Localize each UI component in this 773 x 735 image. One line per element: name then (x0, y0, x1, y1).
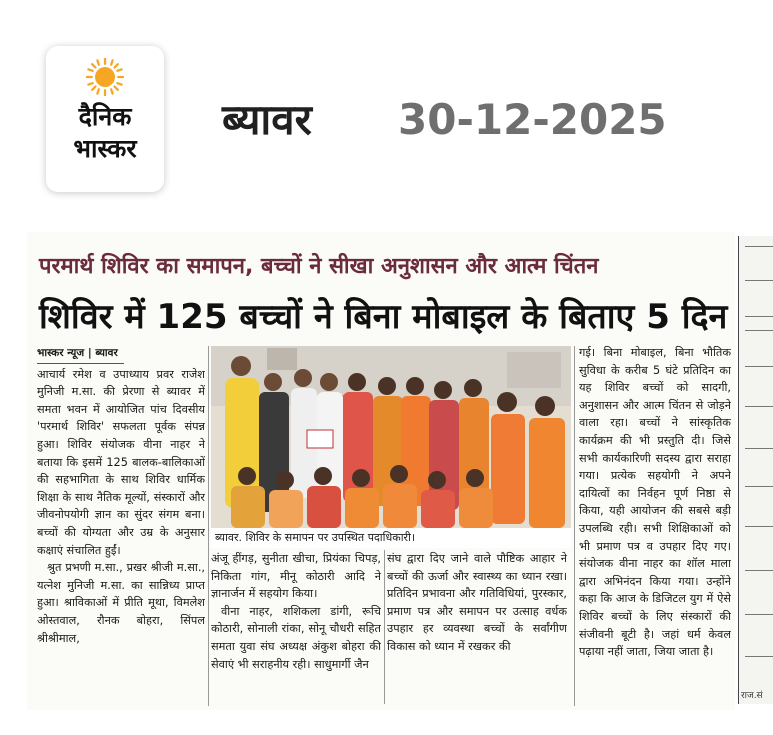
news-clipping (27, 232, 735, 710)
column-rule (384, 550, 385, 704)
sun-icon (86, 58, 124, 96)
column-1-paragraph-1: आचार्य रमेश व उपाध्याय प्रवर राजेश मुनिजी म.सा. की प्रेरणा से ब्यावर में समता भवन में आयोजित पांच दिवसीय 'परमार्थ शिविर' सफलता पूर्वक संपन्न हुआ। शिविर संयोजक वीना नाहर ने बताया कि इसमें 125 बालक-बालिकाओं की सहभागिता के साथ शिविर धार्मिक शिक्षा के साथ नैतिक मूल्यों, संस्कारों और जीवनोपयोगी ज्ञान का सुंदर संगम बना। बच्चों की योग्यता और उम्र के अनुसार कक्षाएं संचालित हुईं। (37, 367, 205, 557)
logo-text-line2: भास्कर (73, 134, 137, 163)
photo-caption: ब्यावर. शिविर के समापन पर उपस्थित पदाधिकारी। (211, 528, 571, 548)
column-rule (574, 346, 575, 706)
strip-rule (745, 448, 773, 449)
byline: भास्कर न्यूज | ब्यावर (37, 345, 124, 364)
event-photo (211, 346, 571, 528)
strip-rule (745, 330, 773, 331)
strip-rule (745, 316, 773, 317)
column-3-paragraph-1: संघ द्वारा दिए जाने वाले पौष्टिक आहार ने बच्चों की ऊर्जा और स्वास्थ्य का ध्यान रखा। प्रतिदिन प्रभावना और गतिविधियां, पुरस्कार, प्रमाण पत्र और समापन पर उत्साह वर्धक उपहार हर व्यवस्था बच्चों के सर्वांगीण विकास को ध्यान में रखकर की (387, 552, 567, 653)
strip-rule (745, 280, 773, 281)
adjacent-article-strip (738, 236, 773, 704)
edition-date: 30-12-2025 (398, 95, 667, 144)
column-2-paragraph-2: वीना नाहर, शशिकला डांगी, रूचि कोठारी, सोनाली रांका, सोनू चौधरी सहित समता युवा संघ अध्यक्ष अंकुश बोहरा की सेवाएं भी सराहनीय रही। साधुमार्गी जैन (211, 604, 381, 671)
article-column-3 (387, 550, 567, 704)
strip-rule (745, 526, 773, 527)
article-column-4 (579, 344, 731, 704)
dainik-bhaskar-logo (46, 46, 164, 192)
column-rule (208, 346, 209, 706)
strip-rule (745, 486, 773, 487)
strip-rule (745, 246, 773, 247)
group-photo-illustration (211, 346, 571, 528)
strip-rule (745, 614, 773, 615)
column-2-paragraph-1: अंजू हींगड़, सुनीता खीचा, प्रियंका चिपड़, निकिता गांग, मीनू कोठारी आदि ने ज्ञानार्जन में सहयोग किया। (211, 552, 381, 601)
edition-city: ब्यावर (222, 95, 312, 144)
strip-rule (745, 366, 773, 367)
strip-rule (745, 570, 773, 571)
logo-text-line1: दैनिक (78, 102, 132, 131)
strip-rule (745, 406, 773, 407)
column-1-paragraph-2: श्रुत प्रभणी म.सा., प्रखर श्रीजी म.सा., यत्नेश मुनिजी म.सा. का सान्निध्य प्राप्त हुआ। श्राविकाओं में प्रीति मूथा, विमलेश ओस्तवाल, रौनक बोहरा, सिंपल श्रीश्रीमाल, (37, 561, 205, 645)
strip-rule (745, 656, 773, 657)
article-column-1 (37, 344, 205, 704)
article-column-2 (211, 550, 381, 704)
column-4-paragraph-1: गई। बिना मोबाइल, बिना भौतिक सुविधा के करीब 5 घंटे प्रतिदिन का यह शिविर बच्चों को सादगी, अनुशासन और आत्म चिंतन से जोड़ने वाला रहा। बच्चों ने सांस्कृतिक कार्यक्रम की भी प्रस्तुति दी। जिसे सभी कार्यकारिणी सदस्य द्वारा सराहा गया। प्रत्येक सहयोगी ने अपने दायित्वों का निर्वहन पूर्ण निष्ठा से किया, यही आयोजन की सबसे बड़ी उपलब्धि रही। सभी शिक्षिकाओं को भी प्रमाण पत्र व उपहार दिए गए। संयोजक वीना नाहर का शॉल माला द्वारा अभिनंदन किया गया। उन्होंने कहा कि आज के डिजिटल युग में ऐसे शिविर बच्चों के लिए संस्कारों की संजीवनी बूटी है। जहां धर्म केवल पढ़ाया नहीं जाता, जिया जाता है। (579, 346, 731, 659)
article-kicker: परमार्थ शिविर का समापन, बच्चों ने सीखा अनुशासन और आत्म चिंतन (39, 254, 599, 279)
strip-reference-text: राज.सं (741, 691, 763, 701)
article-headline: शिविर में 125 बच्चों ने बिना मोबाइल के बिताए 5 दिन (39, 297, 728, 337)
